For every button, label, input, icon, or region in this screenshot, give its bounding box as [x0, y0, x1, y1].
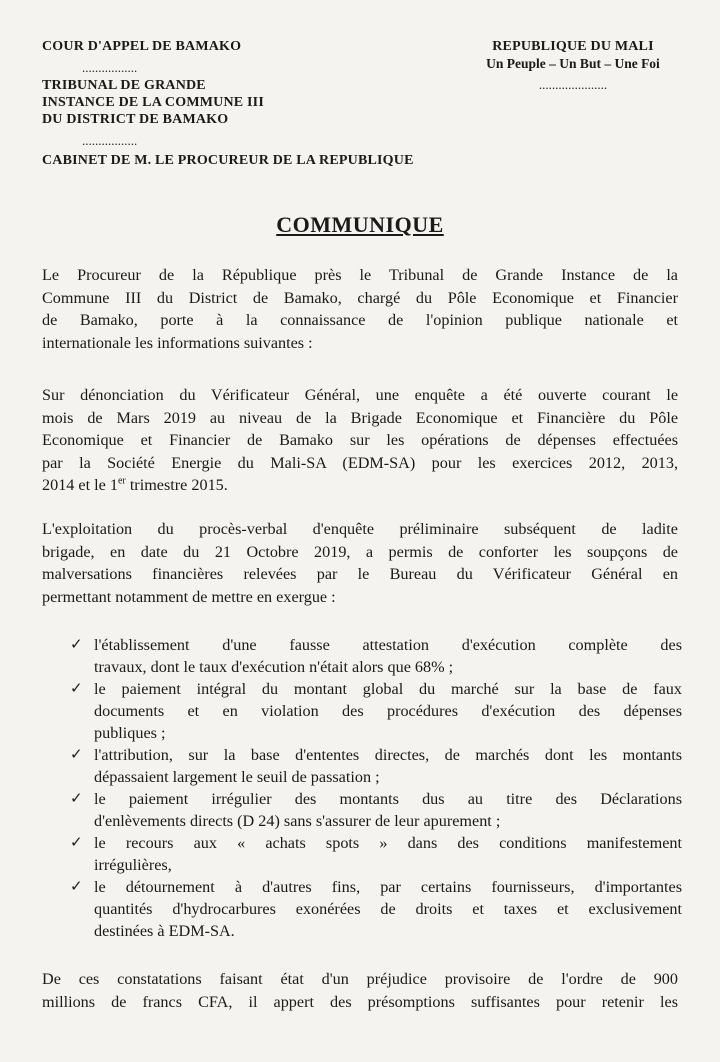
list-item [70, 634, 682, 678]
text-line: le recours aux « achats spots » dans des conditions manifestement [94, 834, 682, 852]
list-item [70, 876, 682, 942]
findings-list [70, 634, 682, 942]
text-line: brigade, en date du 21 Octobre 2019, a permis de conforter les soupçons de [42, 542, 678, 561]
republic-name: REPUBLIQUE DU MALI [492, 39, 654, 54]
paragraph-investigation [42, 384, 678, 497]
text-line [42, 474, 678, 497]
check-icon: ✓ [70, 835, 83, 851]
text-line: Economique et Financier de Bamako sur les opérations de dépenses effectuées [42, 431, 678, 449]
text-line: mois de Mars 2019 au niveau de la Brigade Economique et Financière du Pôle [42, 408, 678, 427]
text-line: irrégulières, [94, 856, 172, 874]
header-right [438, 38, 708, 92]
check-icon: ✓ [70, 747, 83, 763]
paragraph-intro [42, 264, 678, 354]
text-line: par la Société Energie du Mali-SA (EDM-SA) pour les exercices 2012, 2013, [42, 453, 678, 472]
text-line: d'enlèvements directs (D 24) sans s'assurer de leur apurement ; [94, 812, 501, 830]
national-motto: Un Peuple – Un But – Une Foi [486, 56, 660, 71]
dotted-separator: ................. [82, 133, 138, 148]
tribunal-line-1: TRIBUNAL DE GRANDE [42, 78, 206, 93]
text-line: L'exploitation du procès-verbal d'enquête préliminaire subséquent de ladite [42, 520, 678, 538]
court-name: COUR D'APPEL DE BAMAKO [42, 39, 242, 54]
superscript: er [117, 475, 126, 487]
text-line: le paiement intégral du montant global du marché sur la base de faux [94, 680, 682, 698]
text-line: documents et en violation des procédures d'exécution des dépenses [94, 702, 682, 720]
text-line: quantités d'hydrocarbures exonérées de droits et taxes et exclusivement [94, 900, 682, 918]
text-line: le détournement à d'autres fins, par certains fournisseurs, d'importantes [94, 878, 682, 896]
list-item [70, 744, 682, 788]
list-item [70, 788, 682, 832]
tribunal-line-2: INSTANCE DE LA COMMUNE III [42, 95, 264, 110]
cabinet-line: CABINET DE M. LE PROCUREUR DE LA REPUBLIQUE [42, 153, 414, 168]
text-line: publiques ; [94, 724, 166, 742]
tribunal-line-3: DU DISTRICT DE BAMAKO [42, 112, 229, 127]
document-title: COMMUNIQUE [276, 212, 444, 237]
dotted-separator: ................. [82, 60, 138, 75]
text-line: Commune III du District de Bamako, chargé du Pôle Economique et Financier [42, 288, 678, 307]
text-line: internationale les informations suivantes : [42, 333, 313, 352]
text-line: de Bamako, porte à la connaissance de l'opinion publique nationale et [42, 311, 678, 329]
text-line: permettant notamment de mettre en exergue : [42, 587, 336, 606]
list-item [70, 678, 682, 744]
list-item [70, 832, 682, 876]
text-line: l'attribution, sur la base d'ententes directes, de marchés dont les montants [94, 746, 682, 764]
header-left [42, 38, 462, 169]
text-line: le paiement irrégulier des montants dus au titre des Déclarations [94, 790, 682, 808]
text-line: Sur dénonciation du Vérificateur Général, une enquête a été ouverte courant le [42, 386, 678, 404]
text-line: dépassaient largement le seuil de passation ; [94, 768, 380, 786]
text-fragment: trimestre 2015. [125, 476, 228, 494]
check-icon: ✓ [70, 879, 83, 895]
check-icon: ✓ [70, 791, 83, 807]
text-line: l'établissement d'une fausse attestation d'exécution complète des [94, 636, 682, 654]
text-line: malversations financières relevées par le Bureau du Vérificateur Général en [42, 565, 678, 583]
paragraph-conclusion [42, 968, 678, 1013]
check-icon: ✓ [70, 637, 83, 653]
paragraph-findings [42, 518, 678, 608]
dotted-separator: ..................... [538, 77, 608, 92]
text-line: travaux, dont le taux d'exécution n'était alors que 68% ; [94, 658, 454, 676]
text-line: De ces constatations faisant état d'un préjudice provisoire de l'ordre de 900 [42, 970, 678, 988]
text-fragment: 2014 et le 1 [42, 476, 118, 494]
text-line: millions de francs CFA, il appert des présomptions suffisantes pour retenir les [42, 992, 678, 1011]
text-line: destinées à EDM-SA. [94, 922, 235, 940]
text-line: Le Procureur de la République près le Tribunal de Grande Instance de la [42, 266, 678, 284]
check-icon: ✓ [70, 681, 83, 697]
